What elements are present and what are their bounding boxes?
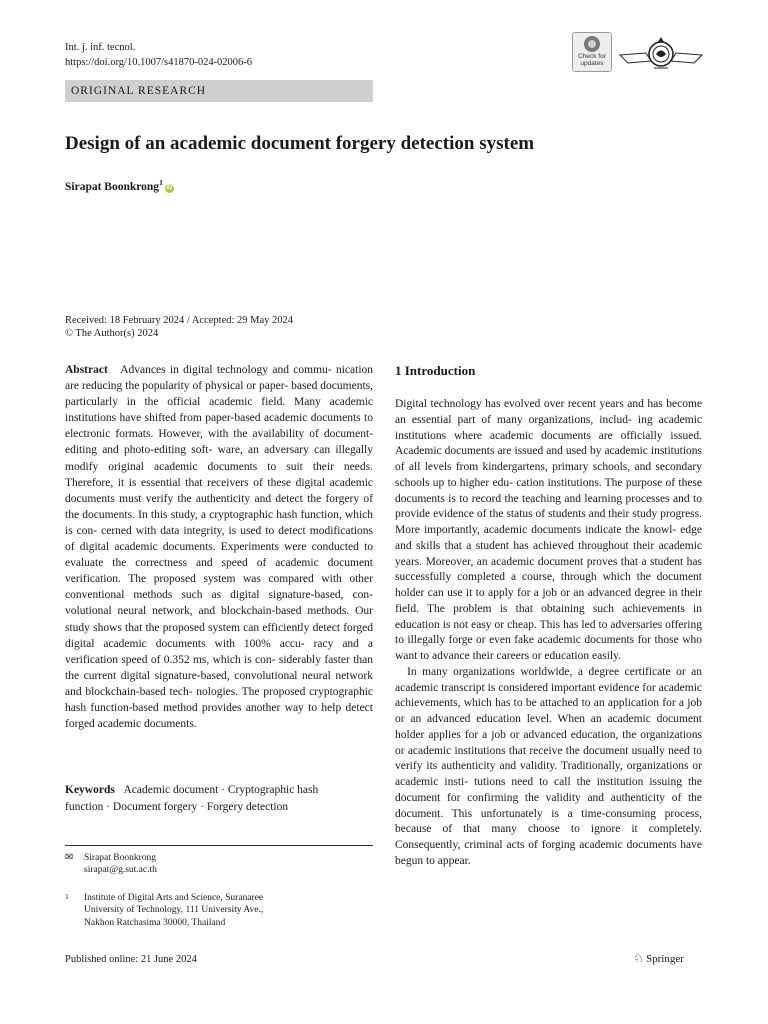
intro-line: confirming the validity and authenticity of the document.: [395, 791, 702, 820]
intro-line: In many organizations worldwide, a degree certificate: [407, 665, 671, 678]
corresponding-author: [84, 852, 157, 877]
abstract-line: documents.: [143, 718, 197, 731]
abstract-line: nication are reducing the popularity of physical or paper-: [65, 364, 374, 393]
check-updates-line1: Check for: [578, 53, 606, 60]
intro-line: to appear.: [425, 854, 471, 867]
springer-horse-icon: ♘: [633, 951, 644, 965]
intro-line: Digital technology has evolved over recent years and has: [395, 398, 663, 410]
abstract-line: Advances in digital technology and commu-: [120, 364, 332, 376]
abstract-line: volutional neural network, and blockchain-based methods.: [65, 605, 350, 618]
abstract-line: the availability of document-editing and photo-editing soft-: [65, 428, 373, 457]
abstract-line: siderably faster than the current digital signature-based,: [65, 653, 374, 682]
intro-line: or an academic transcript is considered important evidence: [395, 665, 703, 694]
abstract-line: nologies. The proposed cryptographic hash function-based: [65, 685, 373, 714]
article-dates: [65, 314, 293, 340]
abstract-line: Many academic institutions have shifted from paper-based: [65, 396, 373, 425]
intro-line: More importantly, academic documents indicate the knowl-: [395, 524, 677, 536]
intro-line: edge and skills that a student has achieved throughout their: [395, 524, 702, 552]
orcid-icon[interactable]: iD: [166, 184, 173, 191]
affiliation-number: 1: [65, 892, 69, 901]
intro-line: that a student has successfully completed a course, through: [395, 555, 703, 584]
journal-name: Int. j. inf. tecnol.: [65, 42, 136, 53]
abstract-line: convolutional neural network and blockchain-based tech-: [65, 669, 374, 698]
author-name[interactable]: Sirapat Boonkrong: [65, 180, 160, 193]
abstract-line: academic documents to electronic formats. However, with: [65, 412, 374, 441]
intro-line: ing academic institutions where academic documents are: [395, 413, 703, 442]
abstract-line: In this study, a cryptographic hash function, which is con-: [65, 508, 374, 537]
journal-header: [65, 40, 252, 70]
keywords-line2: function · Document forgery · Forgery detection: [65, 801, 289, 813]
author-affiliation-marker: 1: [159, 178, 163, 187]
abstract-line: to evaluate the correctness and speed of academic document: [65, 541, 374, 570]
bharat-vidyapeeth-logo-icon: [618, 33, 704, 73]
intro-line: advanced degree in their field. The problem is that obtaining: [395, 587, 703, 615]
abstract-line: racy and a verification speed of 0.352 ms, which is con-: [65, 637, 374, 666]
crossmark-icon: [584, 36, 600, 52]
author-line: [65, 178, 174, 193]
intro-line: of that many choose to ignore it completely. Consequently,: [395, 823, 702, 851]
intro-line: primary schools, and secondary schools up to higher edu-: [395, 461, 702, 489]
intro-line: become an essential part of many organizations, includ-: [395, 398, 702, 426]
intro-line: receive the document usually need to verify its authenticity: [395, 744, 703, 773]
section-heading-introduction: 1 Introduction: [395, 363, 476, 378]
intro-line: application for a job or an advanced education level. When: [395, 697, 702, 725]
abstract-line: Our study shows that the proposed system can efficiently: [65, 605, 374, 634]
intro-line: This unfortunately is a time-consuming process, because: [395, 807, 703, 836]
received-accepted: Received: 18 February 2024 / Accepted: 29 May 2024: [65, 315, 294, 326]
abstract-line: detect forged digital academic documents with 100% accu-: [65, 621, 374, 650]
intro-line: record the teaching and learning processes and to provide: [395, 492, 702, 521]
intro-line: tutions need to call the institution issuing the document for: [395, 776, 703, 804]
intro-line: academic years. Moreover, an academic document proves: [395, 539, 702, 568]
intro-line: such achievements in education is not easy or cheap. This: [395, 602, 703, 631]
abstract-line: ware, an adversary can illegally modify original academic: [65, 444, 373, 473]
intro-line: careers or education easily.: [496, 650, 621, 662]
intro-line: has led to adversaries offering to illegally forge or even fake: [395, 618, 702, 647]
abstract-line: the authenticity and detect the forgery of the documents.: [65, 492, 373, 521]
check-for-updates-badge[interactable]: [572, 32, 612, 72]
intro-line: for academic achievements, which has to be attached to an: [395, 681, 702, 710]
affiliation-line: University of Technology, 111 University Ave.,: [84, 905, 264, 916]
introduction-body: [395, 397, 702, 870]
keywords: [65, 782, 373, 816]
published-date: Published online: 21 June 2024: [65, 954, 197, 965]
publisher-name: Springer: [646, 953, 684, 965]
doi-link[interactable]: https://doi.org/10.1007/s41870-024-02006-6: [65, 57, 253, 68]
intro-line: an academic document holder applies for a job or advanced: [395, 713, 702, 741]
intro-line: and validity. Traditionally, organizations or academic insti-: [395, 760, 703, 788]
abstract-line: digital academic documents. Experiments were conducted: [79, 541, 359, 554]
intro-line: education, the organizations or academic institutions that: [395, 728, 703, 757]
intro-line: by academic institutions of all levels from kindergartens,: [395, 445, 702, 473]
corresponding-author-name: Sirapat Boonkrong: [84, 853, 157, 863]
abstract: [65, 362, 373, 732]
abstract-line: cerned with data integrity, is used to detect modifications of: [65, 524, 373, 554]
abstract-line: conventional methods such as digital signature-based, con-: [65, 589, 373, 602]
intro-line: evidence of the status of students and their study progress.: [433, 508, 702, 521]
check-updates-line2: updates: [580, 60, 604, 67]
journal-logo: [618, 33, 704, 73]
affiliation-line: Nakhon Ratchasima 30000, Thailand: [84, 917, 226, 928]
affiliation: [84, 892, 263, 929]
article-type-band: ORIGINAL RESEARCH: [65, 80, 373, 102]
abstract-line: method provides another way to help detect forged academic: [65, 701, 373, 731]
intro-line: academic documents for those who want to advance their: [395, 634, 702, 662]
copyright: © The Author(s) 2024: [65, 328, 159, 339]
intro-line: criminal acts of forging academic documents have begun: [395, 839, 703, 867]
keywords-line1: Academic document · Cryptographic hash: [123, 784, 319, 796]
abstract-line: receivers of these digital academic documents must verify: [65, 476, 373, 505]
intro-paragraph-2: [395, 665, 702, 870]
keywords-label: Keywords: [65, 784, 115, 796]
abstract-line: based documents, particularly in the official academic field.: [65, 380, 374, 409]
intro-line: cation institutions. The purpose of these documents is to: [395, 476, 703, 505]
envelope-icon: ✉: [65, 852, 74, 863]
abstract-line: verification. The proposed system was compared with other: [65, 573, 373, 586]
corresponding-author-email[interactable]: sirapat@g.sut.ac.th: [84, 865, 157, 876]
intro-line: officially issued. Academic documents are issued and used: [395, 429, 702, 458]
abstract-line: documents to suit their needs. Therefore, it is essential that: [65, 460, 373, 489]
affiliation-line: Institute of Digital Arts and Science, Suranaree: [84, 893, 264, 903]
intro-paragraph-1: [395, 397, 702, 665]
paper-title: Design of an academic document forgery detection system: [65, 133, 535, 154]
intro-line: which the document holder can use it to apply for a job or an: [395, 571, 703, 599]
abstract-label: Abstract: [65, 364, 108, 376]
footnote-divider: [65, 845, 373, 846]
